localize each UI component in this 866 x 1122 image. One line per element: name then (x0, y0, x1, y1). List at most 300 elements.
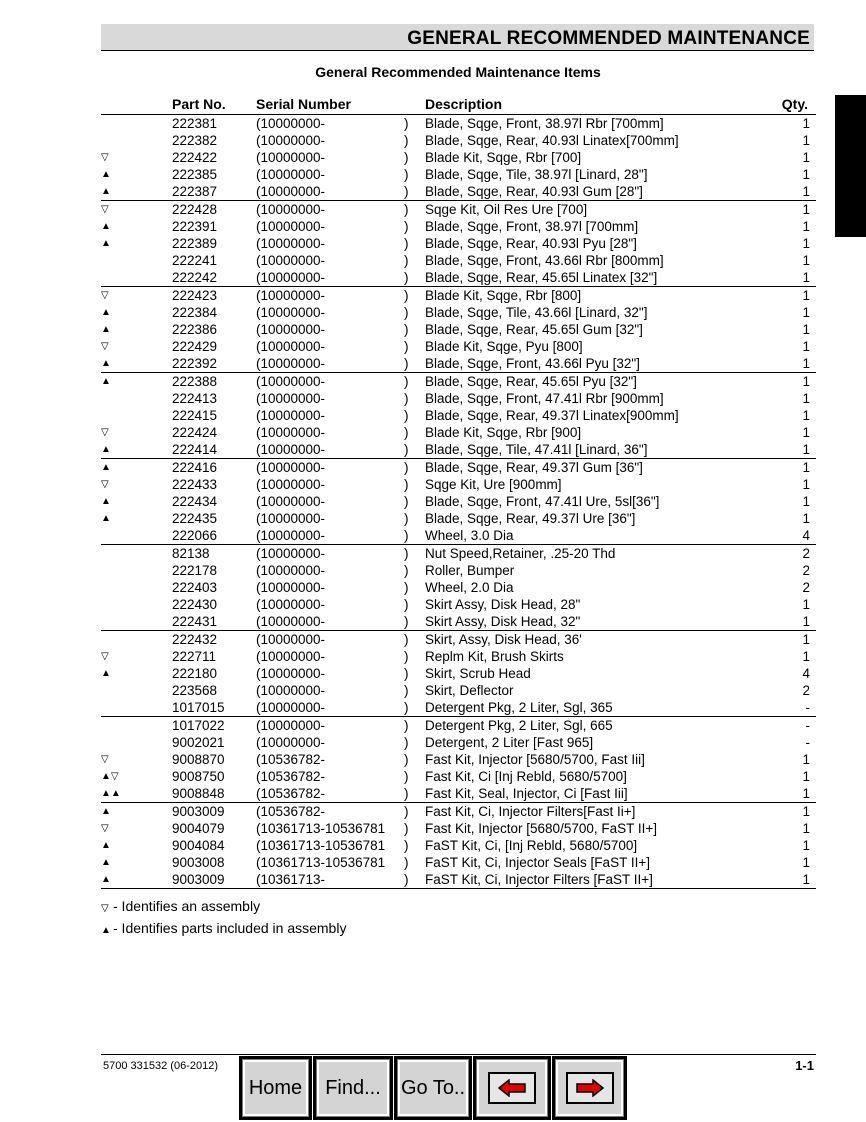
legend-item (101, 898, 260, 914)
qty-cell: - (805, 718, 810, 733)
legend-item (101, 920, 346, 936)
serial-cell: (10000000- (256, 614, 326, 629)
description-cell: Wheel, 2.0 Dia (425, 580, 514, 595)
serial-cell: (10536782- (256, 786, 326, 801)
qty-cell: - (805, 735, 810, 750)
qty-cell: 1 (802, 374, 810, 389)
part-no-cell: 222178 (172, 563, 218, 578)
serial-cell: (10000000- (256, 597, 326, 612)
serial-close-paren: ) (404, 339, 409, 354)
qty-cell: 1 (802, 460, 810, 475)
qty-cell: 1 (802, 202, 810, 217)
description-cell: Blade Kit, Sqge, Rbr [700] (425, 150, 582, 165)
description-cell: Skirt Assy, Disk Head, 32" (425, 614, 581, 629)
table-row (101, 149, 816, 166)
serial-cell: (10000000- (256, 666, 326, 681)
serial-close-paren: ) (404, 872, 409, 887)
serial-close-paren: ) (404, 649, 409, 664)
goto-button-face (398, 1060, 468, 1116)
part-no-cell: 222391 (172, 219, 218, 234)
description-cell: Fast Kit, Injector [5680/5700, FaST II+] (425, 821, 657, 836)
serial-cell: (10000000- (256, 116, 326, 131)
qty-cell: 1 (802, 425, 810, 440)
part-no-cell: 222422 (172, 150, 218, 165)
symbol-cell: ▽ (101, 290, 109, 301)
qty-cell: 2 (802, 563, 810, 578)
qty-cell: 1 (802, 804, 810, 819)
symbol-cell: ▲ (101, 462, 111, 473)
symbol-cell: ▽ (101, 204, 109, 215)
serial-cell: (10000000- (256, 236, 326, 251)
serial-cell: (10361713-10536781 (256, 855, 386, 870)
serial-cell: (10000000- (256, 219, 326, 234)
serial-close-paren: ) (404, 356, 409, 371)
right-arrow-glyph (575, 1079, 605, 1097)
serial-close-paren: ) (404, 614, 409, 629)
part-no-cell: 222180 (172, 666, 218, 681)
part-no-cell: 222389 (172, 236, 218, 251)
description-cell: Blade, Sqge, Front, 38.97l [700mm] (425, 219, 639, 234)
serial-close-paren: ) (404, 408, 409, 423)
qty-cell: 1 (802, 786, 810, 801)
serial-close-paren: ) (404, 786, 409, 801)
serial-close-paren: ) (404, 442, 409, 457)
right-arrow-icon (566, 1072, 614, 1104)
part-no-cell: 222241 (172, 253, 218, 268)
qty-cell: 1 (802, 614, 810, 629)
table-row (101, 631, 816, 648)
table-row (101, 441, 816, 459)
qty-cell: 2 (802, 683, 810, 698)
part-no-cell: 9004084 (172, 838, 225, 853)
description-cell: Blade, Sqge, Front, 47.41l Ure, 5sl[36"] (425, 494, 660, 509)
find-button[interactable] (313, 1056, 393, 1120)
description-cell: Blade, Sqge, Front, 38.97l Rbr [700mm] (425, 116, 664, 131)
section-title: General Recommended Maintenance Items (315, 64, 601, 80)
part-no-cell: 9003008 (172, 855, 225, 870)
serial-close-paren: ) (404, 236, 409, 251)
part-no-cell: 222386 (172, 322, 218, 337)
part-no-cell: 9002021 (172, 735, 225, 750)
symbol-cell: ▲ (101, 444, 111, 455)
qty-cell: 1 (802, 288, 810, 303)
symbol-cell: ▲ (101, 186, 111, 197)
serial-close-paren: ) (404, 219, 409, 234)
qty-cell: 1 (802, 769, 810, 784)
table-row (101, 579, 816, 596)
find-button-label: Find... (325, 1076, 381, 1099)
home-button[interactable] (239, 1056, 312, 1120)
find-button-face (317, 1060, 389, 1116)
part-no-cell: 222382 (172, 133, 218, 148)
qty-cell: 1 (802, 305, 810, 320)
table-row (101, 166, 816, 183)
table-row (101, 682, 816, 699)
table-row (101, 201, 816, 218)
description-cell: Skirt Assy, Disk Head, 28" (425, 597, 581, 612)
table-row (101, 269, 816, 287)
table-row (101, 407, 816, 424)
description-cell: Wheel, 3.0 Dia (425, 528, 514, 543)
symbol-cell: ▲ (101, 221, 111, 232)
part-no-cell: 222430 (172, 597, 218, 612)
description-cell: Blade, Sqge, Rear, 45.65l Pyu [32"] (425, 374, 637, 389)
table-row (101, 562, 816, 579)
table-row (101, 304, 816, 321)
table-row (101, 734, 816, 751)
description-cell: Blade Kit, Sqge, Rbr [900] (425, 425, 582, 440)
serial-close-paren: ) (404, 133, 409, 148)
serial-cell: (10000000- (256, 339, 326, 354)
part-no-cell: 223568 (172, 683, 218, 698)
symbol-cell: ▲ (101, 358, 111, 369)
description-cell: Blade, Sqge, Rear, 40.93l Gum [28"] (425, 184, 643, 199)
serial-cell: (10000000- (256, 460, 326, 475)
table-row (101, 510, 816, 527)
part-no-cell: 1017015 (172, 700, 225, 715)
doc-number: 5700 331532 (06-2012) (103, 1060, 218, 1072)
table-row (101, 854, 816, 871)
description-cell: Sqge Kit, Ure [900mm] (425, 477, 562, 492)
qty-cell: 2 (802, 546, 810, 561)
table-row (101, 373, 816, 390)
serial-close-paren: ) (404, 666, 409, 681)
part-no-cell: 222242 (172, 270, 218, 285)
qty-cell: 1 (802, 632, 810, 647)
description-cell: Skirt, Deflector (425, 683, 514, 698)
home-button-face (243, 1060, 308, 1116)
description-cell: Nut Speed,Retainer, .25-20 Thd (425, 546, 616, 561)
table-row (101, 424, 816, 441)
qty-cell: 1 (802, 752, 810, 767)
serial-close-paren: ) (404, 116, 409, 131)
serial-cell: (10000000- (256, 511, 326, 526)
qty-cell: 1 (802, 442, 810, 457)
symbol-cell: ▽ (101, 152, 109, 163)
qty-cell: 1 (802, 184, 810, 199)
part-no-cell: 82138 (172, 546, 210, 561)
serial-close-paren: ) (404, 288, 409, 303)
serial-cell: (10000000- (256, 477, 326, 492)
serial-close-paren: ) (404, 838, 409, 853)
section-tab-marker (835, 95, 866, 237)
part-symbol-icon: ▲ (101, 925, 111, 936)
serial-close-paren: ) (404, 184, 409, 199)
description-cell: Blade, Sqge, Rear, 49.37l Gum [36"] (425, 460, 643, 475)
description-cell: Sqge Kit, Oil Res Ure [700] (425, 202, 588, 217)
serial-close-paren: ) (404, 270, 409, 285)
qty-cell: 1 (802, 597, 810, 612)
description-cell: Fast Kit, Injector [5680/5700, Fast Iii] (425, 752, 645, 767)
qty-cell: 1 (802, 872, 810, 887)
part-no-cell: 222431 (172, 614, 218, 629)
symbol-cell: ▽ (101, 754, 109, 765)
description-cell: Fast Kit, Ci, Injector Filters[Fast Ii+] (425, 804, 636, 819)
part-no-cell: 222403 (172, 580, 218, 595)
serial-close-paren: ) (404, 683, 409, 698)
part-no-cell: 222428 (172, 202, 218, 217)
previous-page-button[interactable] (473, 1056, 551, 1120)
table-row (101, 218, 816, 235)
description-cell: Blade, Sqge, Front, 43.66l Rbr [800mm] (425, 253, 664, 268)
page-number: 1-1 (795, 1058, 814, 1073)
table-row (101, 338, 816, 355)
symbol-cell: ▽ (101, 479, 109, 490)
description-cell: Skirt, Scrub Head (425, 666, 531, 681)
serial-close-paren: ) (404, 855, 409, 870)
description-cell: Fast Kit, Ci [Inj Rebld, 5680/5700] (425, 769, 627, 784)
symbol-cell: ▲ (101, 169, 111, 180)
part-no-cell: 1017022 (172, 718, 225, 733)
qty-cell: 1 (802, 150, 810, 165)
serial-cell: (10536782- (256, 752, 326, 767)
serial-cell: (10000000- (256, 150, 326, 165)
table-row (101, 596, 816, 613)
table-row (101, 115, 816, 132)
qty-cell: 1 (802, 253, 810, 268)
header-bar (101, 24, 814, 51)
col-part-no: Part No. (172, 96, 226, 112)
next-page-button-face (556, 1060, 623, 1116)
qty-cell: 1 (802, 270, 810, 285)
part-no-cell: 222435 (172, 511, 218, 526)
qty-cell: 1 (802, 511, 810, 526)
part-no-cell: 222381 (172, 116, 218, 131)
serial-close-paren: ) (404, 580, 409, 595)
symbol-cell: ▲ (101, 857, 111, 868)
qty-cell: 1 (802, 821, 810, 836)
part-no-cell: 222424 (172, 425, 218, 440)
qty-cell: 1 (802, 167, 810, 182)
serial-cell: (10000000- (256, 700, 326, 715)
serial-cell: (10361713-10536781 (256, 821, 386, 836)
page-title: GENERAL RECOMMENDED MAINTENANCE (407, 28, 810, 49)
serial-close-paren: ) (404, 374, 409, 389)
part-no-cell: 222066 (172, 528, 218, 543)
part-no-cell: 222415 (172, 408, 218, 423)
serial-close-paren: ) (404, 735, 409, 750)
symbol-cell: ▲ (101, 806, 111, 817)
serial-close-paren: ) (404, 167, 409, 182)
serial-close-paren: ) (404, 511, 409, 526)
part-no-cell: 222384 (172, 305, 218, 320)
legend-text: - Identifies an assembly (113, 898, 261, 914)
description-cell: Roller, Bumper (425, 563, 515, 578)
table-row (101, 287, 816, 304)
symbol-cell: ▲ (101, 513, 111, 524)
table-row (101, 717, 816, 734)
goto-button[interactable] (394, 1056, 472, 1120)
serial-close-paren: ) (404, 494, 409, 509)
table-row (101, 699, 816, 717)
serial-cell: (10000000- (256, 288, 326, 303)
table-row (101, 527, 816, 545)
symbol-cell: ▽ (101, 823, 109, 834)
symbol-cell: ▽ (101, 341, 109, 352)
description-cell: Detergent Pkg, 2 Liter, Sgl, 665 (425, 718, 613, 733)
description-cell: Blade Kit, Sqge, Rbr [800] (425, 288, 582, 303)
qty-cell: 2 (802, 580, 810, 595)
description-cell: Blade, Sqge, Rear, 49.37l Linatex[900mm] (425, 408, 679, 423)
next-page-button[interactable] (552, 1056, 627, 1120)
qty-cell: 1 (802, 838, 810, 853)
table-row (101, 132, 816, 149)
serial-cell: (10000000- (256, 632, 326, 647)
serial-cell: (10536782- (256, 769, 326, 784)
qty-cell: 1 (802, 855, 810, 870)
description-cell: Blade, Sqge, Front, 47.41l Rbr [900mm] (425, 391, 664, 406)
serial-cell: (10000000- (256, 442, 326, 457)
symbol-cell: ▲ (101, 238, 111, 249)
table-row (101, 648, 816, 665)
table-row (101, 871, 816, 889)
description-cell: Blade, Sqge, Tile, 47.41l [Linard, 36"] (425, 442, 648, 457)
serial-close-paren: ) (404, 752, 409, 767)
left-arrow-glyph (497, 1079, 527, 1097)
description-cell: FaST Kit, Ci, Injector Filters [FaST II+] (425, 872, 653, 887)
serial-close-paren: ) (404, 632, 409, 647)
serial-close-paren: ) (404, 202, 409, 217)
serial-close-paren: ) (404, 700, 409, 715)
qty-cell: 1 (802, 408, 810, 423)
description-cell: FaST Kit, Ci, Injector Seals [FaST II+] (425, 855, 650, 870)
description-cell: Blade, Sqge, Front, 43.66l Pyu [32"] (425, 356, 640, 371)
symbol-cell: ▲ (101, 496, 111, 507)
serial-cell: (10000000- (256, 718, 326, 733)
symbol-cell: ▲ (101, 874, 111, 885)
part-no-cell: 9003009 (172, 804, 225, 819)
home-button-label: Home (248, 1076, 303, 1099)
serial-cell: (10000000- (256, 649, 326, 664)
serial-close-paren: ) (404, 769, 409, 784)
serial-close-paren: ) (404, 460, 409, 475)
qty-cell: 1 (802, 133, 810, 148)
table-row (101, 390, 816, 407)
description-cell: Detergent Pkg, 2 Liter, Sgl, 365 (425, 700, 613, 715)
symbol-cell: ▲▲ (101, 788, 121, 799)
table-row (101, 321, 816, 338)
left-arrow-icon (488, 1072, 536, 1104)
serial-close-paren: ) (404, 528, 409, 543)
serial-close-paren: ) (404, 718, 409, 733)
serial-close-paren: ) (404, 804, 409, 819)
serial-close-paren: ) (404, 546, 409, 561)
goto-button-label: Go To.. (400, 1076, 466, 1099)
qty-cell: 1 (802, 322, 810, 337)
qty-cell: 4 (802, 666, 810, 681)
part-no-cell: 222392 (172, 356, 218, 371)
part-no-cell: 222711 (172, 649, 217, 664)
assembly-symbol-icon: ▽ (101, 903, 109, 914)
serial-cell: (10000000- (256, 167, 326, 182)
qty-cell: 4 (802, 528, 810, 543)
qty-cell: - (805, 700, 810, 715)
serial-cell: (10000000- (256, 425, 326, 440)
description-cell: Skirt, Assy, Disk Head, 36' (425, 632, 582, 647)
serial-close-paren: ) (404, 322, 409, 337)
serial-close-paren: ) (404, 477, 409, 492)
qty-cell: 1 (802, 339, 810, 354)
serial-cell: (10000000- (256, 735, 326, 750)
part-no-cell: 222432 (172, 632, 218, 647)
serial-cell: (10000000- (256, 322, 326, 337)
table-row (101, 803, 816, 820)
description-cell: Replm Kit, Brush Skirts (425, 649, 564, 664)
description-cell: Blade, Sqge, Rear, 40.93l Linatex[700mm] (425, 133, 679, 148)
serial-close-paren: ) (404, 150, 409, 165)
previous-page-button-face (477, 1060, 547, 1116)
serial-cell: (10000000- (256, 546, 326, 561)
part-no-cell: 222423 (172, 288, 218, 303)
serial-cell: (10000000- (256, 253, 326, 268)
serial-cell: (10000000- (256, 683, 326, 698)
serial-cell: (10000000- (256, 528, 326, 543)
serial-cell: (10000000- (256, 202, 326, 217)
qty-cell: 1 (802, 494, 810, 509)
serial-cell: (10000000- (256, 408, 326, 423)
table-row (101, 785, 816, 803)
serial-close-paren: ) (404, 391, 409, 406)
description-cell: FaST Kit, Ci, [Inj Rebld, 5680/5700] (425, 838, 638, 853)
description-cell: Fast Kit, Seal, Injector, Ci [Fast Iii] (425, 786, 628, 801)
table-row (101, 235, 816, 252)
table-row (101, 665, 816, 682)
qty-cell: 1 (802, 116, 810, 131)
table-row (101, 252, 816, 269)
symbol-cell: ▽ (101, 651, 109, 662)
part-no-cell: 222387 (172, 184, 218, 199)
table-row (101, 355, 816, 373)
symbol-cell: ▲▽ (101, 771, 119, 782)
symbol-cell: ▲ (101, 840, 111, 851)
serial-cell: (10361713- (256, 872, 326, 887)
table-row (101, 837, 816, 854)
qty-cell: 1 (802, 391, 810, 406)
part-no-cell: 222416 (172, 460, 218, 475)
description-cell: Blade, Sqge, Rear, 40.93l Pyu [28"] (425, 236, 637, 251)
serial-close-paren: ) (404, 253, 409, 268)
symbol-cell: ▲ (101, 307, 111, 318)
serial-cell: (10000000- (256, 184, 326, 199)
serial-cell: (10361713-10536781 (256, 838, 386, 853)
serial-cell: (10000000- (256, 270, 326, 285)
part-no-cell: 9008870 (172, 752, 225, 767)
col-serial-number: Serial Number (256, 96, 351, 112)
symbol-cell: ▽ (101, 427, 109, 438)
serial-close-paren: ) (404, 425, 409, 440)
table-row (101, 820, 816, 837)
serial-cell: (10000000- (256, 133, 326, 148)
symbol-cell: ▲ (101, 376, 111, 387)
footer-rule (101, 1054, 816, 1055)
serial-cell: (10000000- (256, 356, 326, 371)
table-row (101, 768, 816, 785)
qty-cell: 1 (802, 356, 810, 371)
part-no-cell: 222414 (172, 442, 218, 457)
part-no-cell: 222385 (172, 167, 218, 182)
serial-cell: (10000000- (256, 580, 326, 595)
description-cell: Detergent, 2 Liter [Fast 965] (425, 735, 594, 750)
symbol-cell: ▲ (101, 324, 111, 335)
description-cell: Blade, Sqge, Rear, 45.65l Gum [32"] (425, 322, 643, 337)
col-qty: Qty. (781, 96, 808, 112)
qty-cell: 1 (802, 236, 810, 251)
serial-cell: (10000000- (256, 494, 326, 509)
table-row (101, 183, 816, 201)
description-cell: Blade, Sqge, Tile, 38.97l [Linard, 28"] (425, 167, 648, 182)
part-no-cell: 222433 (172, 477, 218, 492)
table-row (101, 545, 816, 562)
